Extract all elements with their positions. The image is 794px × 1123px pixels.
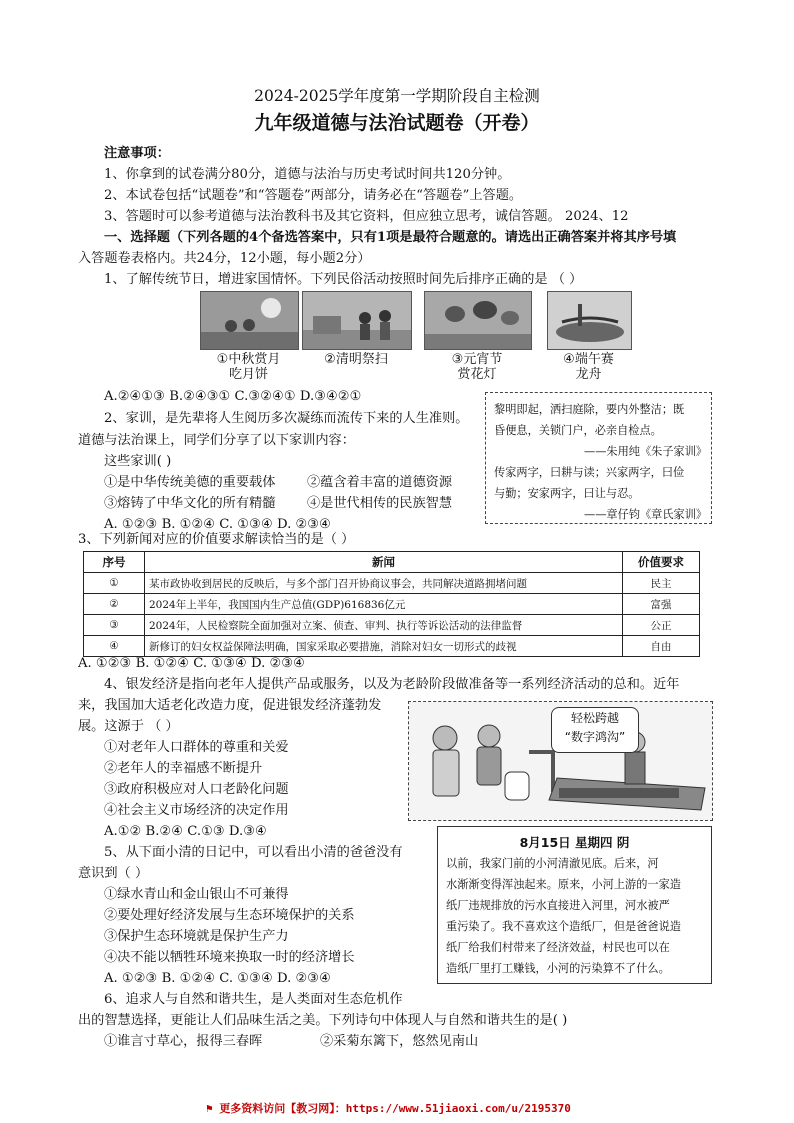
quote-line: 黎明即起，洒扫庭除，要内外整洁；既 [494, 403, 685, 416]
image-caption: ①中秋赏月 吃月饼 [216, 352, 281, 382]
table-cell: 富强 [623, 594, 700, 615]
question-1-stem: 1、了解传统节日，增进家国情怀。下列民俗活动按照时间先后排序正确的是 （ ） [104, 272, 583, 287]
diary-line: 纸厂给我们村带来了经济效益，村民也可以在 [446, 941, 670, 954]
option-item: ④决不能以牺牲环境来换取一时的经济增长 [104, 950, 355, 965]
question-2-stem-cont: 道德与法治课上，同学们分享了以下家训内容： [78, 433, 355, 448]
table-header-row [84, 552, 700, 573]
column-header: 新闻 [145, 552, 623, 573]
table-row [84, 615, 700, 636]
quote-source: ——朱用纯《朱子家训》 [584, 445, 708, 458]
note-item: 1、你拿到的试卷满分80分，道德与法治与历史考试时间共120分钟。 [104, 167, 511, 182]
qingming-icon [302, 291, 412, 350]
diary-line: 造纸厂里打工赚钱，小河的污染算不了什么。 [446, 962, 670, 975]
section-heading: 一、选择题（下列各题的4个备选答案中，只有1项是最符合题意的。请选出正确答案并将其序号填 [104, 230, 677, 245]
news-table [83, 551, 700, 657]
question-5-options: A. ①②③ B. ①②④ C. ①③④ D. ②③④ [104, 971, 331, 986]
option-item: ②老年人的幸福感不断提升 [104, 761, 263, 776]
question-4-stem: 4、银发经济是指向老年人提供产品或服务，以及为老龄阶段做准备等一系列经济活动的总和。近年 [104, 677, 680, 692]
footer-link[interactable] [206, 1100, 571, 1116]
exam-subtitle: 九年级道德与法治试题卷（开卷） [254, 112, 540, 134]
note-item: 3、答题时可以参考道德与法治教科书及其它资料，但应独立思考，诚信答题。 2024、12 [104, 209, 629, 224]
family-motto-quote-box [485, 392, 712, 524]
question-4-options: A.①② B.②④ C.①③ D.③④ [104, 824, 267, 839]
column-header: 价值要求 [623, 552, 700, 573]
table-cell: 2024年，人民检察院全面加强对立案、侦查、审判、执行等诉讼活动的法律监督 [145, 615, 623, 636]
table-cell: 新修订的妇女权益保障法明确，国家采取必要措施，消除对妇女一切形式的歧视 [145, 636, 623, 657]
option-item: ①是中华传统美德的重要载体 [104, 475, 276, 490]
diary-line: 纸厂违规排放的污水直接进入河里，河水被严 [446, 899, 670, 912]
option-item: ③熔铸了中华文化的所有精髓 [104, 496, 276, 511]
question-6-stem-cont: 出的智慧选择，更能让人们品味生活之美。下列诗句中体现人与自然和谐共生的是( ) [78, 1013, 568, 1028]
footer-text[interactable]: 更多资料访问【教习网】：https://www.51jiaoxi.com/u/2195370 [219, 1102, 571, 1115]
diary-line: 重污染了。我不喜欢这个造纸厂，但是爸爸说造 [446, 920, 681, 933]
dragon-boat-icon [547, 291, 632, 350]
note-item: 2、本试卷包括“试题卷”和“答题卷”两部分，请务必在“答题卷”上答题。 [104, 188, 523, 203]
question-4-stem-cont: 来，我国加大适老化改造力度，促进银发经济蓬勃发 [78, 698, 382, 713]
table-cell: ① [84, 573, 145, 594]
option-item: ③保护生态环境就是保护生产力 [104, 929, 289, 944]
silver-economy-cartoon [408, 701, 713, 821]
flag-icon: ⚑ [206, 1102, 213, 1115]
lantern-festival-icon [424, 291, 532, 350]
question-1-options: A.②④①③ B.②④③① C.③②④① D.③④②① [104, 389, 362, 404]
column-header: 序号 [84, 552, 145, 573]
option-item: ②要处理好经济发展与生态环境保护的关系 [104, 908, 355, 923]
option-item: ①对老年人口群体的尊重和关爱 [104, 740, 289, 755]
image-caption: ③元宵节 赏花灯 [451, 352, 503, 382]
table-cell: ④ [84, 636, 145, 657]
quote-line: 与勤；安家两字，曰让与忍。 [494, 487, 640, 500]
option-item: ①绿水青山和金山银山不可兼得 [104, 887, 289, 902]
question-5-stem: 5、从下面小清的日记中，可以看出小清的爸爸没有 [104, 845, 403, 860]
question-3-stem: 3、下列新闻对应的价值要求解读恰当的是（ ） [78, 532, 355, 547]
section-heading-cont: 入答题卷表格内。共24分，12小题，每小题2分） [78, 251, 371, 266]
option-item: ④社会主义市场经济的决定作用 [104, 803, 289, 818]
table-cell: 某市政协收到居民的反映后，与多个部门召开协商议事会，共同解决道路拥堵问题 [145, 573, 623, 594]
question-2-options: A. ①②③ B. ①②④ C. ①③④ D. ②③④ [104, 517, 331, 532]
mid-autumn-icon [200, 291, 299, 350]
table-cell: 公正 [623, 615, 700, 636]
diary-line: 以前，我家门前的小河清澈见底。后来，河 [446, 857, 659, 870]
option-item: ①谁言寸草心，报得三春晖 [104, 1034, 263, 1049]
image-caption: ④端午赛 龙舟 [563, 352, 614, 382]
cartoon-caption: 轻松跨越 [570, 711, 619, 725]
diary-date: 8月15日 星期四 阴 [519, 835, 630, 850]
table-cell: ③ [84, 615, 145, 636]
diary-line: 水渐渐变得浑浊起来。原来，小河上游的一家造 [446, 878, 681, 891]
table-row [84, 594, 700, 615]
quote-source: ——章仔钧《章氏家训》 [584, 508, 708, 521]
table-cell: 民主 [623, 573, 700, 594]
table-cell: 2024年上半年，我国国内生产总值(GDP)616836亿元 [145, 594, 623, 615]
option-item: ②采菊东篱下，悠然见南山 [320, 1034, 479, 1049]
image-caption: ②清明祭扫 [324, 352, 388, 367]
option-item: ④是世代相传的民族智慧 [307, 496, 453, 511]
question-5-stem-cont: 意识到（ ） [78, 866, 149, 881]
quote-line: 传家两字，曰耕与读；兴家两字，曰俭 [494, 466, 685, 479]
question-2-prompt: 这些家训( ) [104, 454, 172, 469]
question-4-prompt: 展。这源于 （ ） [78, 719, 179, 734]
table-cell: 自由 [623, 636, 700, 657]
cartoon-caption: “数字鸿沟” [564, 730, 626, 744]
option-item: ②蕴含着丰富的道德资源 [307, 475, 453, 490]
option-item: ③政府积极应对人口老龄化问题 [104, 782, 289, 797]
table-cell: ② [84, 594, 145, 615]
cartoon-caption-bubble [551, 707, 639, 753]
question-6-stem: 6、追求人与自然和谐共生，是人类面对生态危机作 [104, 992, 403, 1007]
notes-heading: 注意事项： [104, 146, 170, 161]
exam-title: 2024-2025学年度第一学期阶段自主检测 [254, 87, 540, 105]
table-row [84, 573, 700, 594]
quote-line: 昏便息，关锁门户，必亲自检点。 [494, 424, 662, 437]
question-2-stem: 2、家训，是先辈将人生阅历多次凝练而流传下来的人生准则。 [104, 411, 469, 426]
question-3-options: A. ①②③ B. ①②④ C. ①③④ D. ②③④ [78, 656, 305, 671]
diary-box [437, 826, 712, 984]
